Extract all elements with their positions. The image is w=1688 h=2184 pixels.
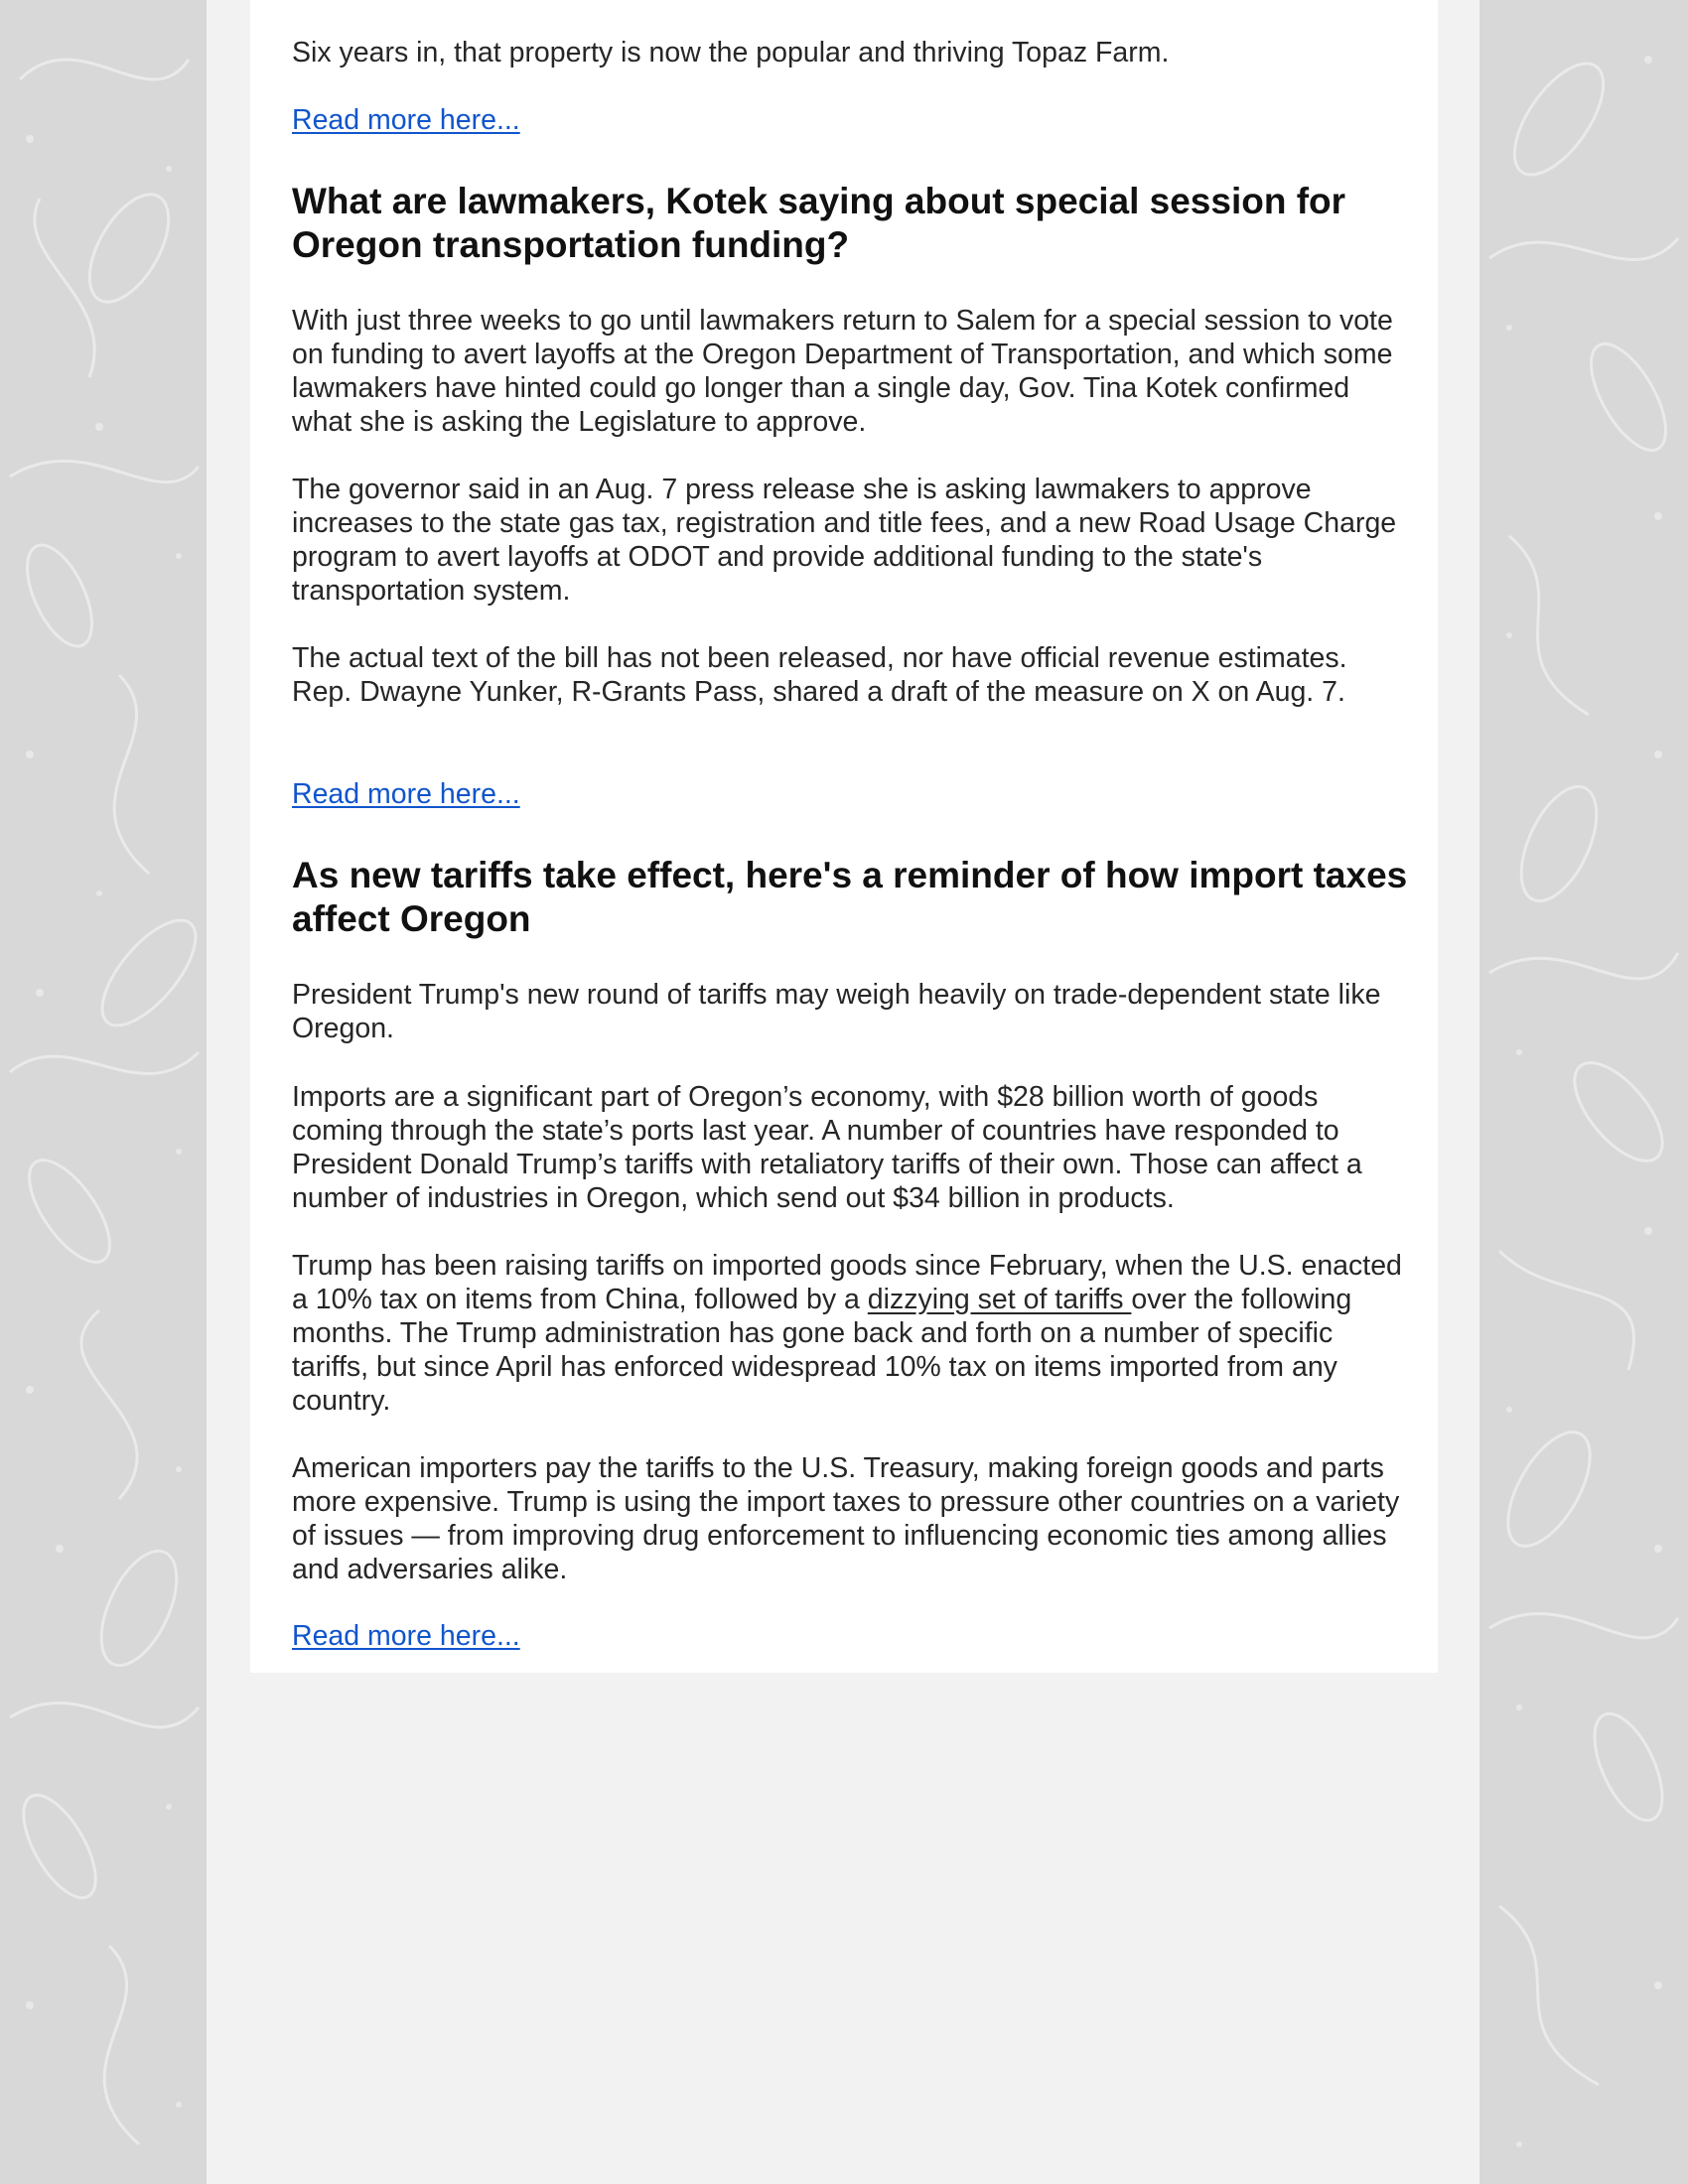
article-2-headline: As new tariffs take effect, here's a reminder of how import taxes affect Oregon <box>292 855 1408 939</box>
article-1-paragraph-2: The governor said in an Aug. 7 press release she is asking lawmakers to approve increases to the state gas tax, registration and title fees, and a new Road Usage Charge program to avert layoffs at ODOT and provide additional funding to the state's transportation system. <box>292 474 1397 607</box>
left-decorative-pattern <box>0 0 207 2184</box>
article-2-paragraph-4: American importers pay the tariffs to the U.S. Treasury, making foreign goods and parts more expensive. Trump is using the import taxes to pressure other countries on a variety of issues — from improving drug enforcement to influencing economic ties among allies and adversaries alike. <box>292 1452 1400 1585</box>
article-2-paragraph-1: President Trump's new round of tariffs may weigh heavily on trade-dependent state like Oregon. <box>292 979 1381 1044</box>
article-2-paragraph-3 <box>292 1249 1414 1418</box>
article-1-paragraph-1: With just three weeks to go until lawmakers return to Salem for a special session to vote on funding to avert layoffs at the Oregon Department of Transportation, and which some lawmakers have hinted could go longer than a single day, Gov. Tina Kotek confirmed what she is asking the Legislature to approve. <box>292 305 1393 438</box>
tariff-paragraph-after: over the following months. The Trump administration has gone back and forth on a number of specific tariffs, but since April has enforced widespread 10% tax on items imported from any country. <box>292 1284 1352 1417</box>
article-2-read-more-link[interactable]: Read more here... <box>292 1620 520 1652</box>
article-1-headline: What are lawmakers, Kotek saying about special session for Oregon transportation funding? <box>292 181 1346 265</box>
intro-paragraph: Six years in, that property is now the popular and thriving Topaz Farm. <box>292 37 1170 68</box>
tariff-paragraph-before: Trump has been raising tariffs on imported goods since February, when the U.S. enacted a 10% tax on items from China, followed by a <box>292 1250 1402 1315</box>
right-decorative-pattern <box>1479 0 1688 2184</box>
dizzying-tariffs-link[interactable]: dizzying set of tariffs <box>867 1284 1132 1315</box>
article-1-paragraph-3: The actual text of the bill has not been released, nor have official revenue estimates. Rep. Dwayne Yunker, R-Grants Pass, shared a draft of the measure on X on Aug. 7. <box>292 642 1347 708</box>
newsletter-column <box>207 0 1479 2184</box>
article-2-paragraph-2: Imports are a significant part of Oregon’s economy, with $28 billion worth of goods coming through the state’s ports last year. A number of countries have responded to President Donald Trump’s tariffs with retaliatory tariffs of their own. Those can affect a number of industries in Oregon, which send out $34 billion in products. <box>292 1081 1362 1214</box>
intro-read-more-link[interactable]: Read more here... <box>292 104 520 136</box>
newsletter-content-card <box>250 0 1438 1673</box>
article-1-read-more-link[interactable]: Read more here... <box>292 778 520 810</box>
